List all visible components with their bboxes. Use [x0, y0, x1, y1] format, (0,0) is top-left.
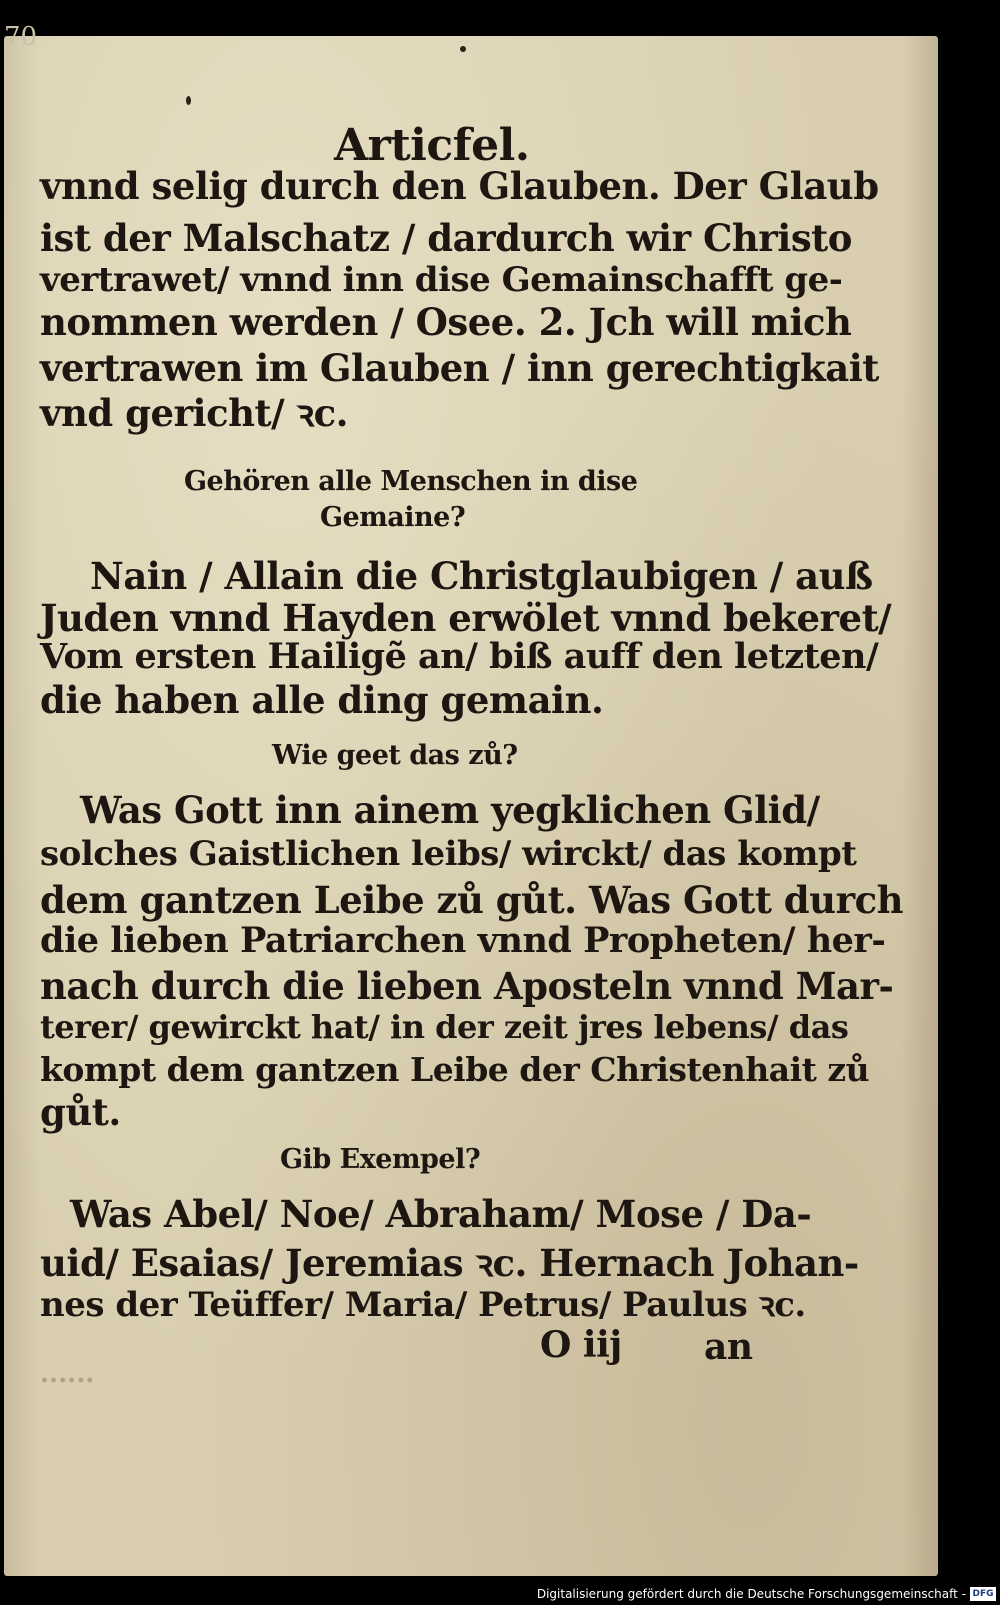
text-line: ist der Malschatz / dardurch wir Christo: [40, 216, 852, 260]
faded-ink-mark: ······: [40, 1366, 95, 1396]
question-heading: Gib Exempel?: [280, 1144, 481, 1175]
text-line: Was Gott inn ainem yegklichen Glid/: [80, 788, 820, 832]
text-line: dem gantzen Leibe zů gůt. Was Gott durch: [40, 878, 903, 922]
text-line: solches Gaistlichen leibs/ wirckt/ das kompt: [40, 834, 857, 874]
text-line: Nain / Allain die Christglaubigen / auß: [90, 554, 873, 598]
text-line: vnd gericht/ ꝛc.: [40, 391, 348, 435]
text-line: terer/ gewirckt hat/ in der zeit jres lebens/ das: [40, 1008, 849, 1046]
book-page: [4, 22, 938, 1576]
text-line: uid/ Esaias/ Jeremias ꝛc. Hernach Johan-: [40, 1241, 859, 1285]
text-line: vnnd selig durch den Glauben. Der Glaub: [40, 164, 879, 208]
catchword: an: [704, 1326, 753, 1368]
text-line: Juden vnnd Hayden erwölet vnnd bekeret/: [40, 596, 892, 640]
text-line: Was Abel/ Noe/ Abraham/ Mose / Da-: [70, 1192, 812, 1236]
text-line: nach durch die lieben Aposteln vnnd Mar-: [40, 964, 894, 1008]
text-line: nes der Teüffer/ Maria/ Petrus/ Paulus ꝛc.: [40, 1285, 806, 1325]
text-line: kompt dem gantzen Leibe der Christenhait zů: [40, 1050, 870, 1089]
text-line: die lieben Patriarchen vnnd Propheten/ her-: [40, 920, 886, 961]
running-header: Articfel.: [334, 120, 530, 171]
text-line: vertrawet/ vnnd inn dise Gemainschafft ge-: [40, 260, 843, 300]
question-heading: Gemaine?: [320, 502, 466, 533]
text-line: vertrawen im Glauben / inn gerechtigkait: [40, 346, 879, 390]
text-line: die haben alle ding gemain.: [40, 678, 604, 722]
page-corner-number: 70: [4, 22, 38, 52]
ink-speck: [460, 46, 466, 52]
ink-speck: [186, 96, 191, 105]
text-line: nommen werden / Osee. 2. Jch will mich: [40, 300, 852, 344]
signature-mark: O iij: [540, 1324, 622, 1366]
text-line: gůt.: [40, 1090, 121, 1134]
digitization-credit: Digitalisierung gefördert durch die Deutsche Forschungsgemeinschaft -: [536, 1587, 966, 1601]
text-line: Vom ersten Hailigẽ an/ biß auff den letzten/: [40, 636, 879, 677]
dfg-logo: DFG: [970, 1587, 996, 1601]
question-heading: Gehören alle Menschen in dise: [184, 466, 638, 497]
question-heading: Wie geet das zů?: [272, 740, 518, 771]
